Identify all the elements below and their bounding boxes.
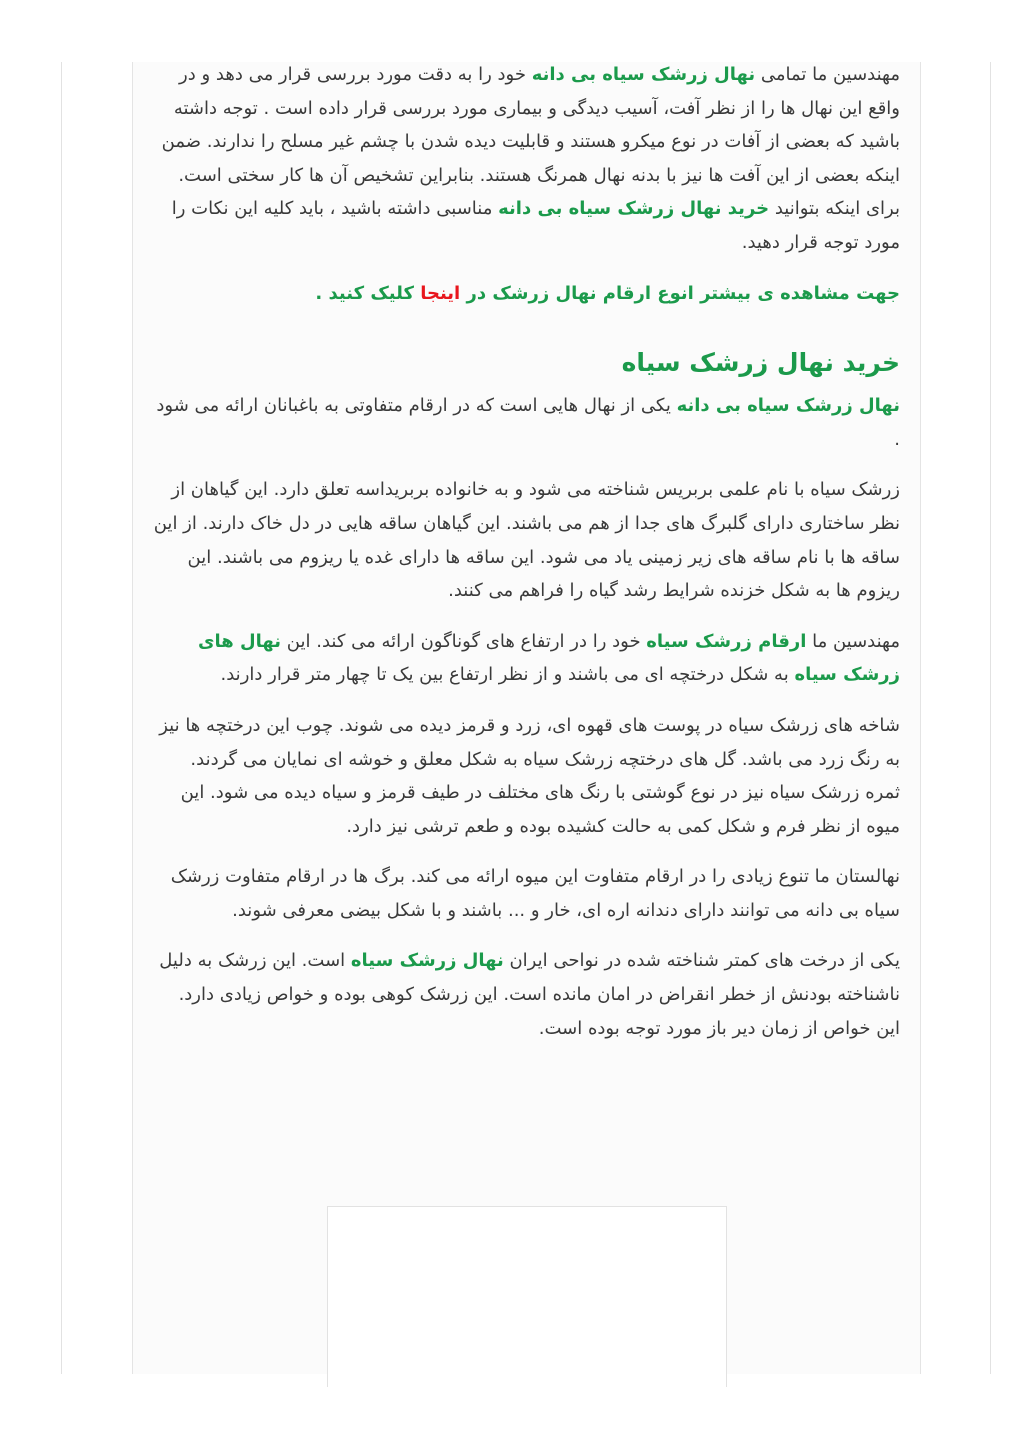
intro-text-1: مهندسین ما تمامی bbox=[755, 64, 900, 85]
cta-here-link[interactable]: اینجا bbox=[420, 282, 461, 304]
paragraph-2 bbox=[152, 389, 900, 456]
paragraph-5: شاخه های زرشک سیاه در پوست های قهوه ای، زرد و قرمز دیده می شوند. چوب این درختچه ها نیز به رنگ زرد می باشد. گل های درختچه زرشک سیاه به شکل معلق و خوشه ای نمایان می گردند. ثمره زرشک سیاه نیز در نوع گوشتی با رنگ های مختلف در طیف قرمز و سیاه دیده می شود. این میوه از نظر فرم و شکل کمی به حالت کشیده بوده و طعم ترشی نیز دارد. bbox=[159, 714, 900, 837]
section-heading: خرید نهال زرشک سیاه bbox=[621, 348, 900, 378]
link-black-barberry-varieties[interactable]: ارقام زرشک سیاه bbox=[646, 630, 807, 652]
paragraph-7 bbox=[152, 944, 900, 1045]
link-buy-seedless-black-barberry[interactable]: خرید نهال زرشک سیاه بی دانه bbox=[498, 198, 770, 220]
link-black-barberry-seedling[interactable]: نهال زرشک سیاه bbox=[350, 950, 504, 972]
intro-text-3: مناسبی داشته باشید ، باید کلیه این نکات را مورد توجه قرار دهید. bbox=[171, 198, 900, 253]
image-placeholder bbox=[327, 1206, 727, 1387]
cta-text-before: جهت مشاهده ی بیشتر انوع ارقام نهال زرشک در bbox=[460, 282, 900, 304]
paragraph-4-text-1: مهندسین ما bbox=[806, 630, 900, 652]
paragraph-6: نهالستان ما تنوع زیادی را در ارقام متفاوت این میوه ارائه می کند. برگ ها در ارقام متفاوت زرشک سیاه بی دانه می توانند دارای دندانه اره ای، خار و ... باشند و با شکل بیضی معرفی شوند. bbox=[170, 866, 900, 921]
paragraph-7-text-2: است. این زرشک به دلیل ناشناخته بودنش از خطر انقراض در امان مانده است. این زرشک کوهی بوده و خواص زیادی دارد. این خواص از زمان دیر باز مورد توجه بوده است. bbox=[159, 950, 900, 1039]
article-content bbox=[152, 58, 900, 1062]
paragraph-4 bbox=[152, 625, 900, 692]
intro-paragraph bbox=[152, 58, 900, 260]
link-seedless-black-barberry[interactable]: نهال زرشک سیاه بی دانه bbox=[531, 64, 756, 85]
paragraph-7-text-1: یکی از درخت های کمتر شناخته شده در نواحی ایران bbox=[503, 950, 900, 972]
link-seedless-black-barberry-2[interactable]: نهال زرشک سیاه بی دانه bbox=[676, 395, 900, 417]
link-black-barberry-seedlings[interactable]: نهال های زرشک سیاه bbox=[198, 630, 900, 686]
intro-text-2: خود را به دقت مورد بررسی قرار می دهد و در واقع این نهال ها را از نظر آفت، آسیب دیدگی و بیماری مورد بررسی قرار داده است . توجه داشته باشید که بعضی از آفات در نوع میکرو هستند و قابلیت دیده شدن با چشم غیر مسلح را ندارند. ضمن اینکه بعضی از این آفت ها نیز با بدنه نهال همرنگ هستند. بنابراین تشخیص آن ها کار سختی است. برای اینکه بتوانید bbox=[161, 64, 900, 220]
paragraph-4-text-2: خود را در ارتفاع های گوناگون ارائه می کند. این bbox=[281, 630, 647, 652]
paragraph-4-text-3: به شکل درختچه ای می باشند و از نظر ارتفاع بین یک تا چهار متر قرار دارند. bbox=[220, 664, 795, 686]
cta-text-after: کلیک کنید . bbox=[315, 282, 421, 304]
paragraph-3: زرشک سیاه با نام علمی بربریس شناخته می شود و به خانواده بربریداسه تعلق دارد. این گیاهان از نظر ساختاری دارای گلبرگ های جدا از هم می باشند. این گیاهان ساقه هایی در دل خاک دارند. از این ساقه ها با نام ساقه های زیر زمینی یاد می شود. این ساقه ها دارای غده یا ریزوم می باشند. این ریزوم ها به شکل خزنده شرایط رشد گیاه را فراهم می کنند. bbox=[153, 479, 900, 602]
page-border-left bbox=[61, 62, 62, 1374]
cta-paragraph bbox=[152, 277, 900, 311]
paragraph-2-text: یکی از نهال هایی است که در ارقام متفاوتی به باغبانان ارائه می شود . bbox=[156, 395, 900, 450]
page-border-right bbox=[990, 62, 991, 1374]
